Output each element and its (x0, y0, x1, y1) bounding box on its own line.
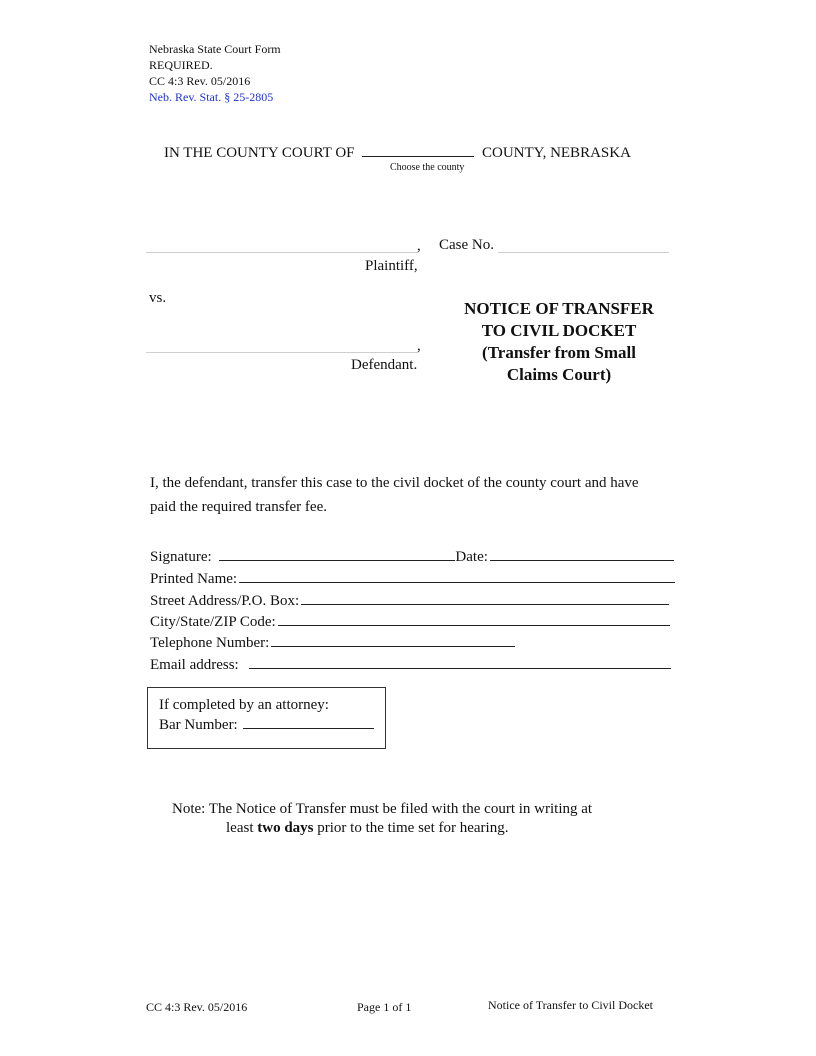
printed-name-row (150, 568, 675, 588)
email-label: Email address: (150, 657, 239, 673)
document-title (440, 298, 678, 386)
title-line-2: TO CIVIL DOCKET (481, 321, 637, 340)
city-state-zip-input[interactable] (278, 611, 670, 626)
note-line-1: Note: The Notice of Transfer must be filed with the court in writing at (172, 801, 593, 817)
plaintiff-label: Plaintiff, (365, 258, 418, 274)
email-input[interactable] (249, 654, 671, 669)
title-line-1: NOTICE OF TRANSFER (464, 299, 654, 318)
signature-label: Signature: (150, 549, 212, 565)
county-input[interactable] (362, 141, 474, 157)
county-hint: Choose the county (390, 162, 465, 173)
attorney-heading: If completed by an attorney: (159, 697, 329, 713)
court-prefix: IN THE COUNTY COURT OF (164, 145, 355, 161)
court-caption (164, 141, 631, 162)
plaintiff-comma: , (417, 238, 421, 254)
title-line-3: (Transfer from Small (482, 343, 636, 362)
signature-input[interactable] (219, 546, 455, 561)
statute-link[interactable]: Neb. Rev. Stat. § 25-2805 (149, 90, 274, 104)
telephone-row (150, 632, 515, 652)
bar-number-input[interactable] (243, 715, 374, 729)
bar-number-label: Bar Number: (159, 717, 238, 733)
filing-note (172, 800, 592, 838)
case-no-input[interactable] (498, 252, 669, 253)
footer-form-code: CC 4:3 Rev. 05/2016 (146, 1000, 248, 1014)
plaintiff-input[interactable] (146, 252, 418, 253)
printed-name-input[interactable] (239, 568, 675, 583)
telephone-label: Telephone Number: (150, 635, 270, 651)
form-source: Nebraska State Court Form (149, 42, 281, 56)
vs-label: vs. (149, 290, 167, 306)
date-label: Date: (455, 549, 488, 565)
footer-page: Page 1 of 1 (357, 1000, 412, 1014)
bar-number-row (159, 715, 385, 735)
statement-line-2: paid the required transfer fee. (150, 499, 327, 515)
note-emphasis: two days (257, 820, 314, 836)
title-line-4: Claims Court) (506, 365, 612, 384)
defendant-label: Defendant. (351, 357, 418, 373)
transfer-statement (150, 471, 639, 519)
attorney-box (147, 687, 386, 749)
city-state-zip-label: City/State/ZIP Code: (150, 614, 276, 630)
city-state-zip-row (150, 611, 670, 631)
form-code: CC 4:3 Rev. 05/2016 (149, 74, 251, 88)
telephone-input[interactable] (271, 632, 515, 647)
court-suffix: COUNTY, NEBRASKA (482, 145, 631, 161)
footer-title: Notice of Transfer to Civil Docket (488, 998, 653, 1012)
case-no-label: Case No. (439, 237, 494, 253)
date-input[interactable] (490, 546, 674, 561)
required-label: REQUIRED. (149, 58, 213, 72)
statement-line-1: I, the defendant, transfer this case to the civil docket of the county court and have (150, 475, 639, 491)
street-address-row (150, 590, 669, 610)
signature-row (150, 546, 674, 566)
note-line-2: least two days prior to the time set for hearing. (226, 820, 509, 836)
street-address-input[interactable] (301, 590, 669, 605)
street-address-label: Street Address/P.O. Box: (150, 593, 300, 609)
email-row (150, 654, 671, 674)
printed-name-label: Printed Name: (150, 571, 238, 587)
defendant-comma: , (417, 338, 421, 354)
defendant-input[interactable] (146, 352, 418, 353)
